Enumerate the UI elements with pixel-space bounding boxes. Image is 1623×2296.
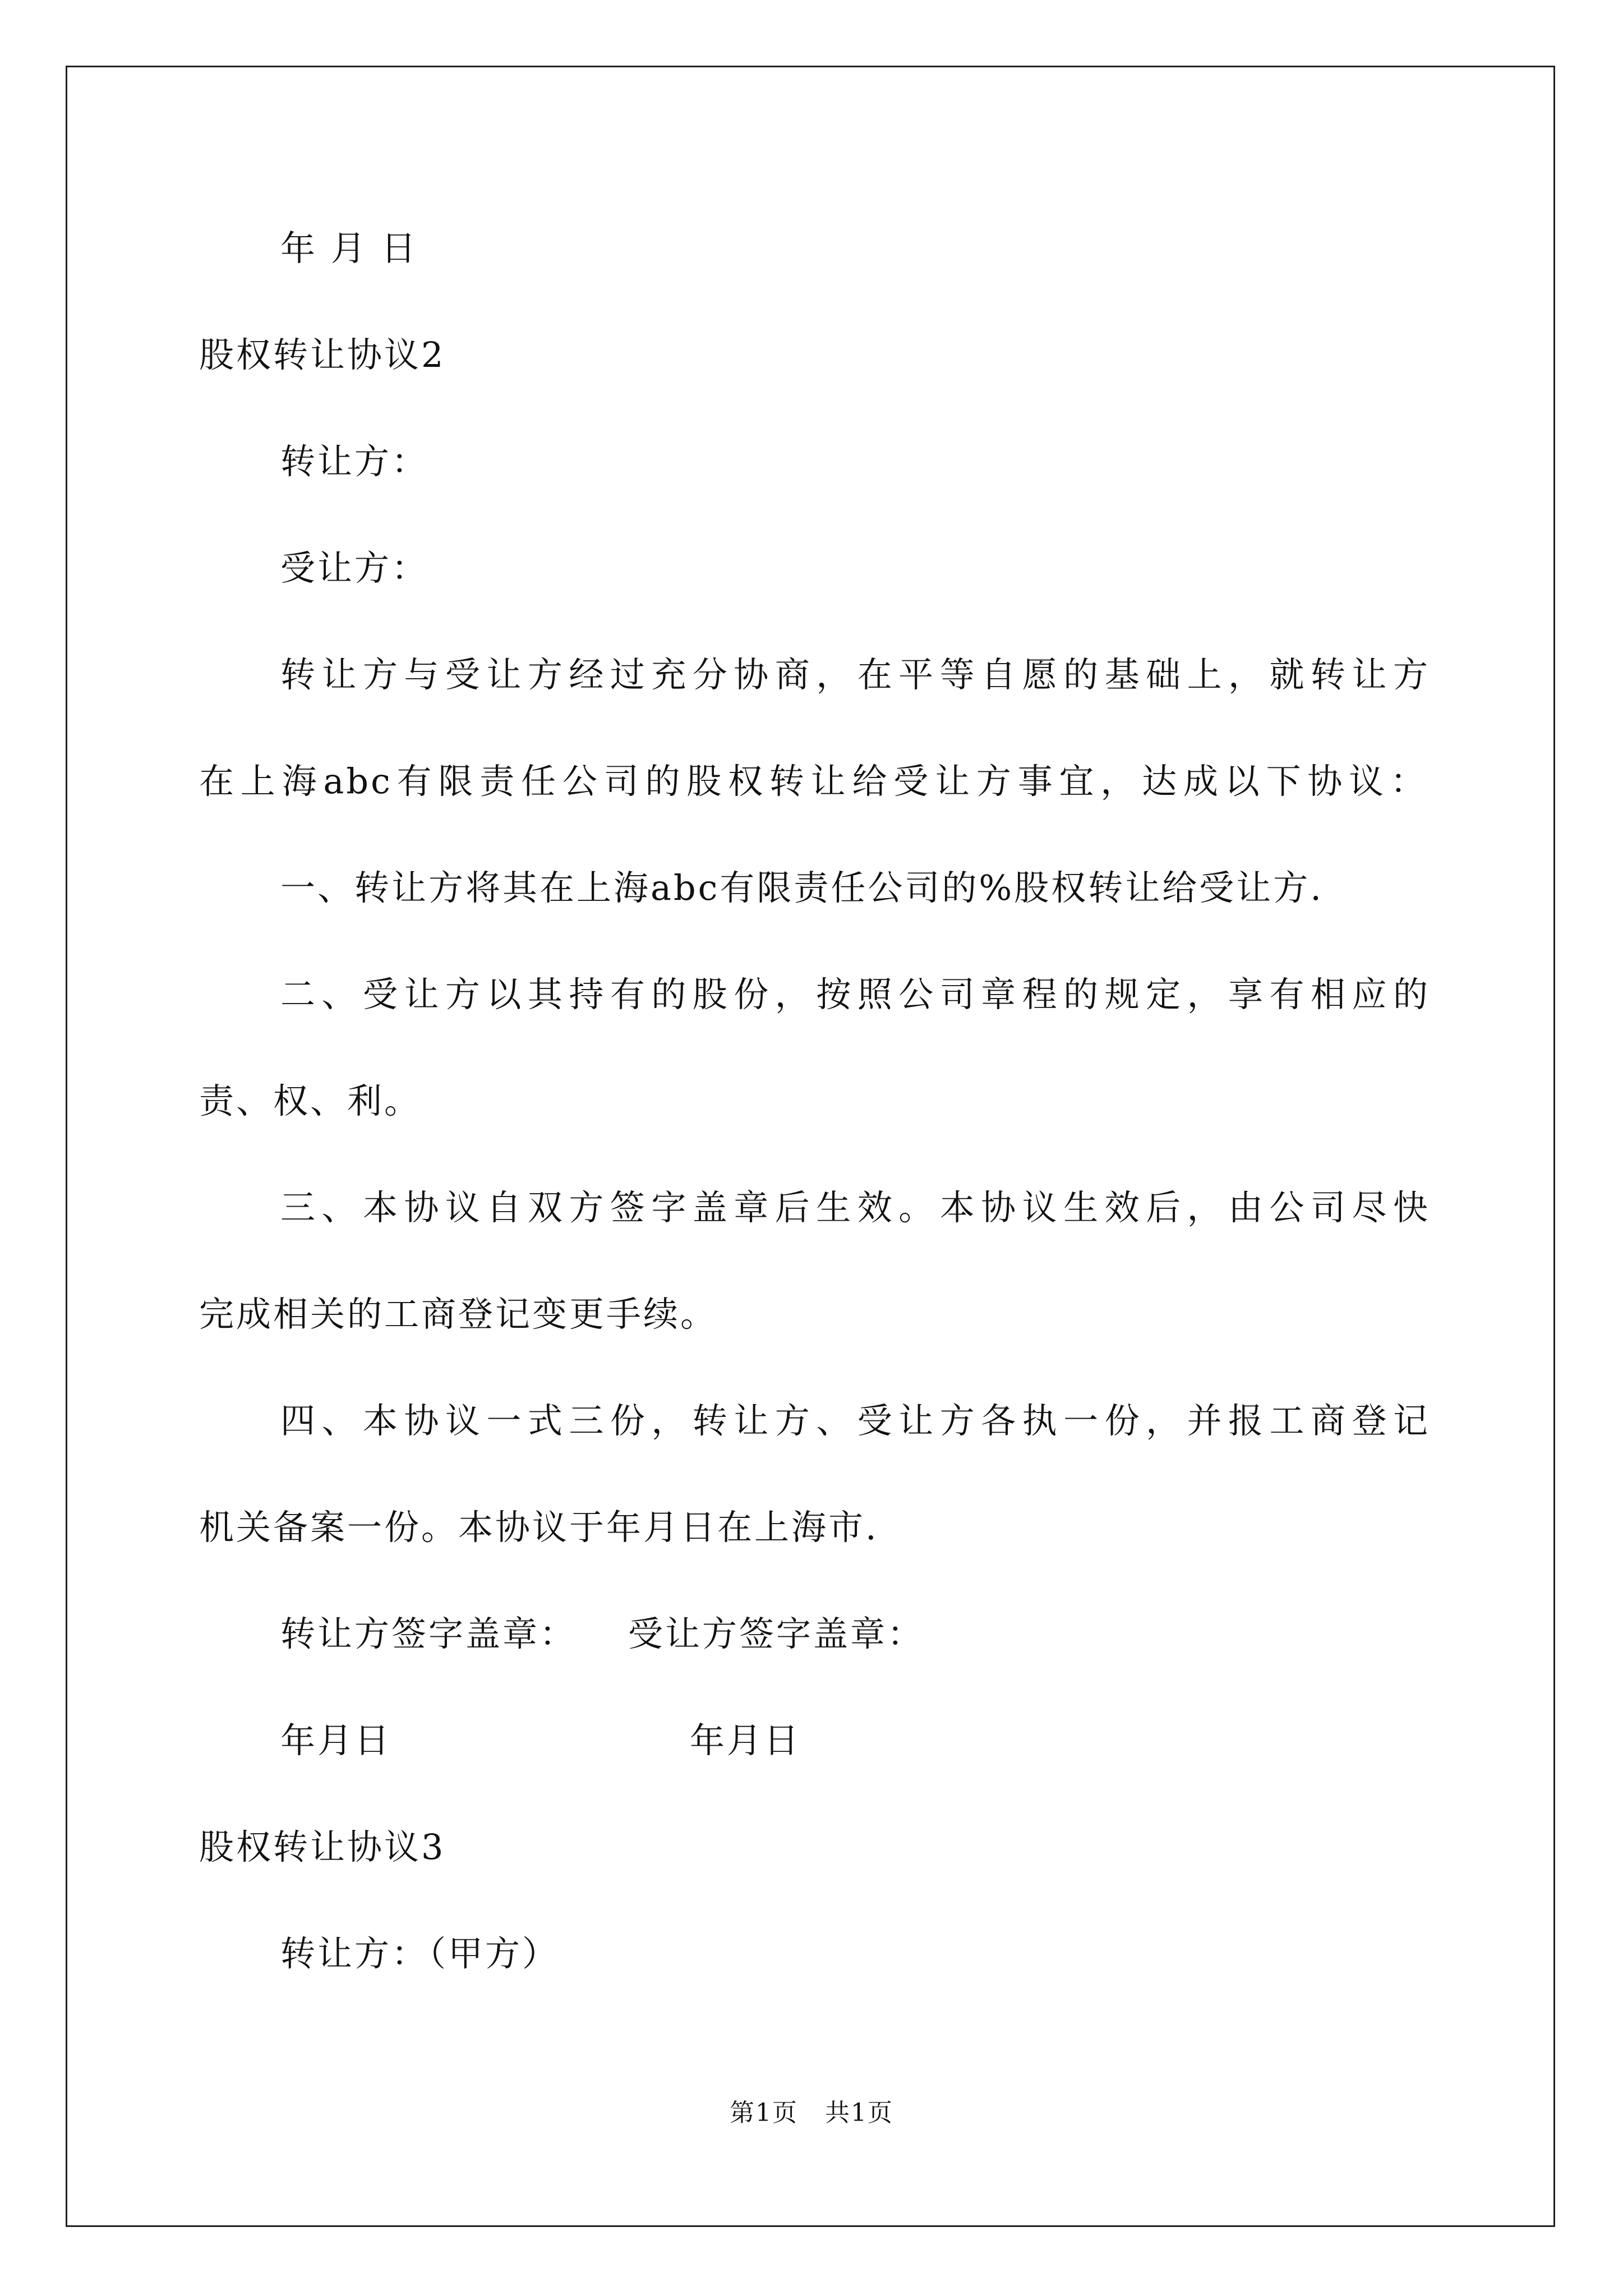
- transferor-label: 转让方：: [280, 441, 429, 482]
- transferee-signature-label: 受让方签字盖章：: [628, 1613, 925, 1654]
- clause-2-line-2: 责、权、利。: [199, 1080, 422, 1121]
- clause-3-line-2: 完成相关的工商登记变更手续。: [199, 1294, 718, 1335]
- page-footer: 第1页 共1页: [730, 2099, 893, 2127]
- preamble-line-2: 在上海abc有限责任公司的股权转让给受让方事宜，达成以下协议：: [199, 761, 1427, 802]
- preamble-line-1: 转让方与受让方经过充分协商，在平等自愿的基础上，就转让方: [280, 654, 1430, 695]
- section-title-agreement-3: 股权转让协议3: [199, 1826, 446, 1867]
- section-title-agreement-2: 股权转让协议2: [199, 334, 446, 375]
- clause-2-line-1: 二、受让方以其持有的股份，按照公司章程的规定，享有相应的: [280, 974, 1430, 1015]
- page-border: [66, 66, 1555, 2227]
- transferee-date: 年月日: [690, 1720, 801, 1761]
- clause-3-line-1: 三、本协议自双方签字盖章后生效。本协议生效后，由公司尽快: [280, 1187, 1430, 1228]
- clause-4-line-2: 机关备案一份。本协议于年月日在上海市.: [199, 1507, 879, 1548]
- date-line: 年 月 日: [280, 228, 418, 269]
- transferor-signature-label: 转让方签字盖章：: [280, 1613, 577, 1654]
- transferee-label: 受让方：: [280, 547, 429, 588]
- clause-4-line-1: 四、本协议一式三份，转让方、受让方各执一份，并报工商登记: [280, 1400, 1430, 1441]
- party-a-label: 转让方：（甲方）: [280, 1933, 560, 1974]
- clause-1: 一、转让方将其在上海abc有限责任公司的%股权转让给受让方.: [280, 867, 1324, 908]
- transferor-date: 年月日: [280, 1720, 392, 1761]
